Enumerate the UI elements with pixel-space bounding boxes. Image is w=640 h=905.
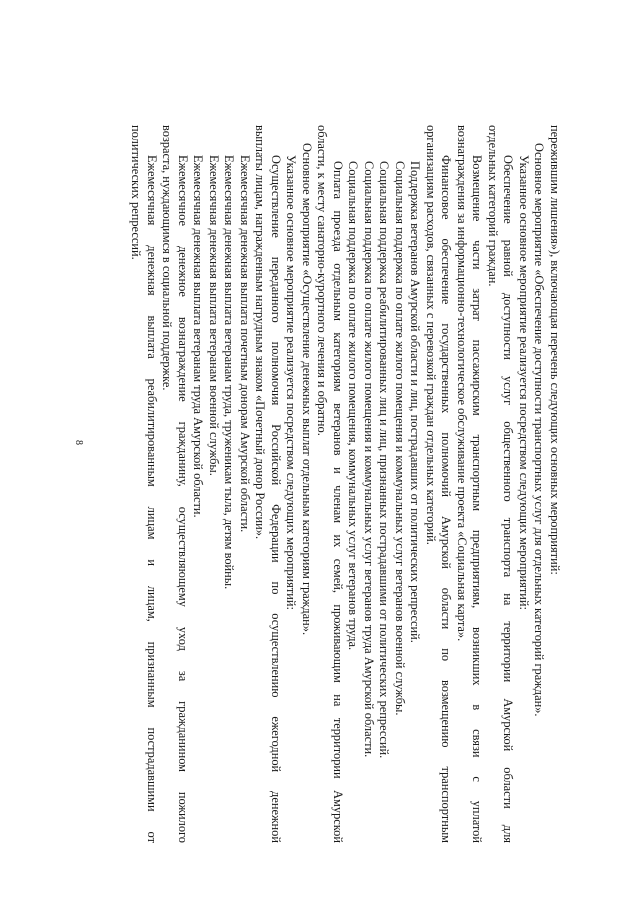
text-line: Ежемесячная денежная выплата ветеранам военной службы.	[207, 155, 221, 476]
text-line: организациям расходов, связанных с перевозкой граждан отдельных категорий.	[424, 125, 438, 545]
text-line: Осуществление переданного полномочия Российской Федерации по осуществлению ежегодной денежной	[269, 155, 283, 843]
text-line: Основное мероприятие «Обеспечение доступности транспортных услуг для отдельных категорий граждан».	[532, 143, 547, 717]
text-line: отдельных категорий граждан.	[486, 125, 500, 287]
text-line: пережившим лишения»), включающая перечень следующих основных мероприятий:	[548, 125, 562, 575]
text-line: Социальная поддержка реабилитированных лиц и лиц, признанных пострадавшими от политических репрессий.	[377, 161, 392, 759]
text-line: Ежемесячная денежная выплата реабилитированным лицам и лицам, признанным пострадавшими от	[145, 155, 159, 843]
text-line: политических репрессий.	[129, 125, 144, 260]
text-line: возраста, нуждающимся в социальной поддержке.	[160, 125, 175, 391]
text-body	[128, 125, 562, 843]
text-line: выплаты лицам, награжденным нагрудным знаком «Почетный донор России».	[253, 125, 268, 540]
text-line: Обеспечение равной доступности услуг общественного транспорта на территории Амурской области для	[501, 155, 516, 843]
text-line: Основное мероприятие «Осуществление денежных выплат отдельным категориям граждан».	[300, 143, 314, 636]
text-line: Социальная поддержка по оплате жилого помещения и коммунальных услуг ветеранов военной службы.	[393, 161, 407, 716]
text-line: Ежемесячная денежная выплата ветеранам труда Амурской области.	[191, 155, 206, 518]
text-line: вознаграждения за информационно-технологическое обслуживание проекта «Социальная карта».	[455, 125, 469, 642]
text-line: Ежемесячная денежная выплата ветеранам труда, труженикам тыла, детям войны.	[222, 155, 237, 590]
text-line: Социальная поддержка по оплате жилого помещения и коммунальных услуг ветеранов труда Амурской области.	[362, 161, 376, 758]
text-line: Поддержка ветеранов Амурской области и лиц, пострадавших от политических репрессий.	[408, 161, 423, 643]
text-line: Ежемесячное денежное вознаграждение гражданину, осуществляющему уход за гражданином пожилого	[176, 155, 190, 843]
text-line: Ежемесячная денежная выплата почетным донорам Амурской области.	[238, 155, 252, 533]
text-line: Оплата проезда отдельным категориям ветеранов и членам их семей, проживающим на территории Амурской	[331, 161, 345, 843]
text-line: Финансовое обеспечение государственных полномочий Амурской области по возмещению транспортным	[439, 155, 454, 843]
text-line: Указанное основное мероприятие реализуется посредством следующих мероприятий:	[517, 155, 531, 610]
text-line: Возмещение части затрат пассажирским транспортным предприятиям, возникших в связи с уплатой	[470, 155, 485, 843]
text-line: Социальная поддержка по оплате жилого помещения, коммунальных услуг ветеранов труда.	[346, 161, 361, 651]
text-line: области, к месту санаторно-курортного лечения и обратно.	[315, 125, 330, 436]
page-number: 8	[73, 440, 84, 445]
text-line: Указанное основное мероприятие реализуется посредством следующих мероприятий:	[284, 155, 299, 610]
